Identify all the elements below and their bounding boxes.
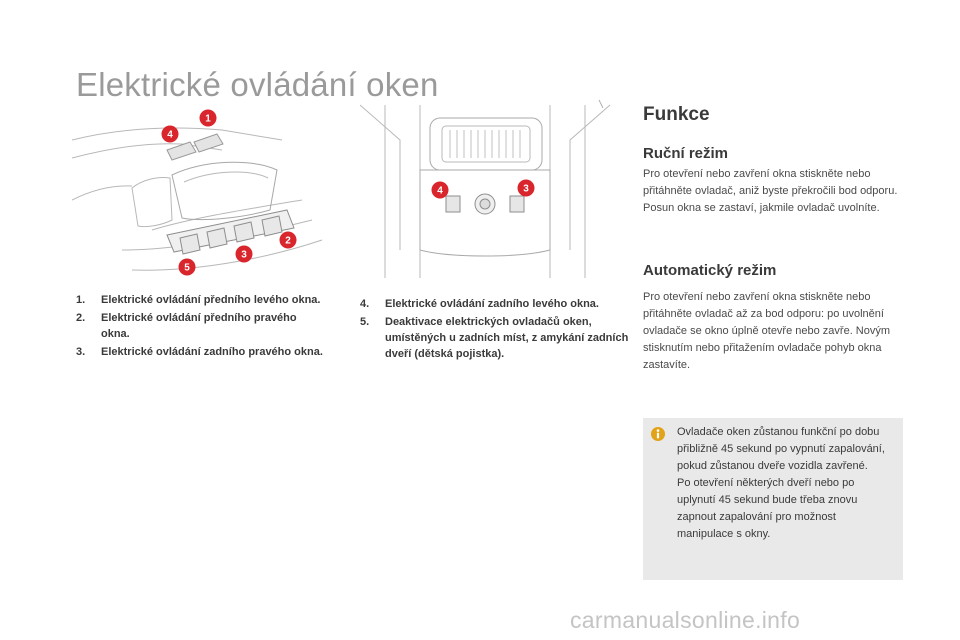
manual-mode-heading: Ruční režim	[643, 145, 729, 162]
svg-text:4: 4	[167, 129, 173, 141]
legend-list-left	[76, 292, 326, 362]
badge-1	[200, 110, 217, 127]
list-item: 3. Elektrické ovládání zadního pravého okna.	[76, 346, 323, 358]
svg-text:2: 2	[285, 235, 291, 247]
list-item: 5. Deaktivace elektrických ovladačů oken, umístěných u zadních míst, z amykání zadních dveří (dětská pojistka).	[360, 316, 629, 360]
badge-3	[236, 246, 253, 263]
badge-4	[432, 182, 449, 199]
page-title: Elektrické ovládání oken	[76, 66, 439, 103]
front-door-switch-illustration	[72, 100, 332, 278]
badge-4	[162, 126, 179, 143]
svg-text:4: 4	[437, 185, 443, 197]
automatic-mode-text: Pro otevření nebo zavření okna stiskněte nebo přitáhněte ovladač až za bod odporu: po uvolnění ovladače se okno úplně otevře nebo zavře. Novým stisknutím nebo přitažením ovladače pohyb okna zastavíte.	[643, 291, 891, 371]
rear-console-illustration	[360, 100, 620, 278]
list-item: 2. Elektrické ovládání předního pravého okna.	[76, 312, 297, 340]
list-item: 1. Elektrické ovládání předního levého okna.	[76, 294, 321, 306]
legend-list-right	[360, 296, 630, 364]
watermark: carmanualsonline.info	[570, 607, 801, 633]
functions-heading: Funkce	[643, 104, 710, 125]
svg-text:5: 5	[184, 262, 190, 274]
badge-2	[280, 232, 297, 249]
note-text-1: Ovladače oken zůstanou funkční po dobu přibližně 45 sekund po vypnutí zapalování, pokud zůstanou dveře vozidla zavřené.	[677, 426, 885, 472]
info-icon	[651, 427, 665, 441]
automatic-mode-heading: Automatický režim	[643, 262, 777, 279]
note-text-2: Po otevření některých dveří nebo po uplynutí 45 sekund bude třeba znovu zapnout zapalování pro možnost manipulace s okny.	[677, 477, 858, 540]
svg-text:1: 1	[205, 113, 211, 125]
badge-3	[518, 180, 535, 197]
corner-mark-icon	[597, 98, 607, 112]
manual-mode-text: Pro otevření nebo zavření okna stiskněte nebo přitáhněte ovladač, aniž byste překročili bod odporu. Posun okna se zastaví, jakmile ovladač uvolníte.	[643, 168, 898, 214]
svg-text:3: 3	[241, 249, 247, 261]
badge-5	[179, 259, 196, 276]
info-note	[643, 418, 903, 580]
svg-text:3: 3	[523, 183, 529, 195]
list-item: 4. Elektrické ovládání zadního levého okna.	[360, 298, 599, 310]
